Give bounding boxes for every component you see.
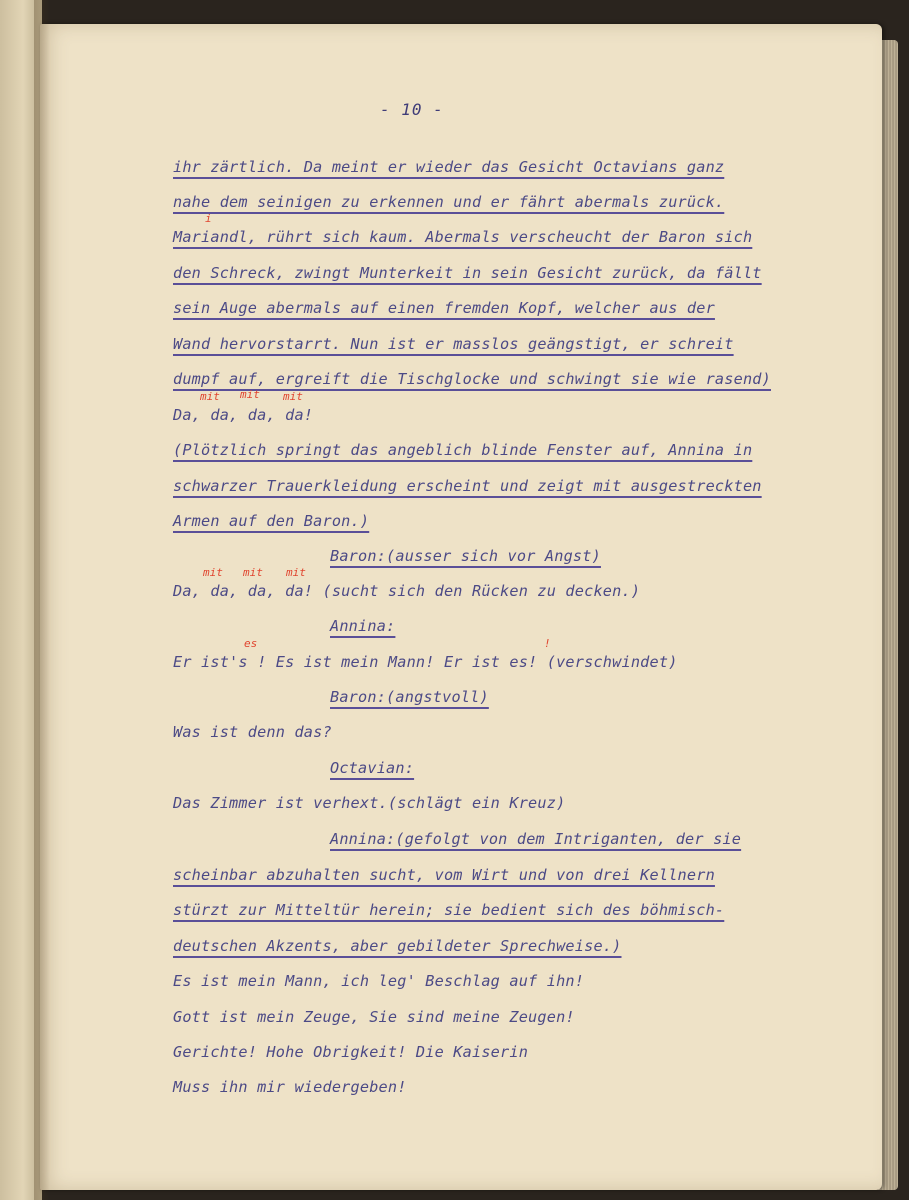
- stage-direction-line: schwarzer Trauerkleidung erscheint und zeigt mit ausgestreckten: [173, 477, 762, 495]
- stage-direction-line: deutschen Akzents, aber gebildeter Sprechweise.): [173, 937, 622, 955]
- dialogue-line: Da, da, da, da! (sucht sich den Rücken zu decken.): [173, 582, 641, 600]
- text-line: Mariandl, rührt sich kaum. Abermals verscheucht der Baron sich: [173, 228, 753, 246]
- text-line: dumpf auf, ergreift die Tischglocke und schwingt sie wie rasend): [173, 370, 771, 388]
- text-line: Da, da, da, da!: [173, 406, 314, 424]
- stage-direction-line: Armen auf den Baron.): [173, 512, 370, 530]
- dialogue-line: Gerichte! Hohe Obrigkeit! Die Kaiserin: [173, 1043, 529, 1061]
- correction-mark: mit: [200, 390, 220, 403]
- dialogue-line: Er ist's ! Es ist mein Mann! Er ist es! (verschwindet): [173, 653, 678, 671]
- speaker-heading: Octavian:: [330, 759, 415, 777]
- dialogue-line: Das Zimmer ist verhext.(schlägt ein Kreuz): [173, 794, 566, 812]
- stage-direction-line: (Plötzlich springt das angeblich blinde Fenster auf, Annina in: [173, 441, 753, 459]
- correction-mark: mit: [240, 388, 260, 401]
- dialogue-line: Es ist mein Mann, ich leg' Beschlag auf ihn!: [173, 972, 585, 990]
- correction-mark: mit: [283, 390, 303, 403]
- text-line: den Schreck, zwingt Munterkeit in sein Gesicht zurück, da fällt: [173, 264, 762, 282]
- book-gutter: [34, 0, 50, 1200]
- stage-direction-line: stürzt zur Mitteltür herein; sie bedient sich des böhmisch-: [173, 901, 725, 919]
- speaker-heading: Baron:(ausser sich vor Angst): [330, 547, 601, 565]
- page-number: - 10 -: [380, 100, 444, 119]
- text-line: Wand hervorstarrt. Nun ist er masslos geängstigt, er schreit: [173, 335, 734, 353]
- correction-mark: mit: [286, 566, 306, 579]
- text-line: nahe dem seinigen zu erkennen und er fährt abermals zurück.: [173, 193, 725, 211]
- text-line: ihr zärtlich. Da meint er wieder das Gesicht Octavians ganz: [173, 158, 725, 176]
- correction-mark: mit: [243, 566, 263, 579]
- speaker-heading: Annina:: [330, 617, 396, 635]
- speaker-heading: Baron:(angstvoll): [330, 688, 489, 706]
- correction-mark: i: [205, 212, 212, 225]
- dialogue-line: Muss ihn mir wiedergeben!: [173, 1078, 407, 1096]
- correction-mark: es: [244, 637, 258, 650]
- speaker-heading: Annina:(gefolgt von dem Intriganten, der sie: [330, 830, 742, 848]
- dialogue-line: Gott ist mein Zeuge, Sie sind meine Zeugen!: [173, 1008, 575, 1026]
- dialogue-line: Was ist denn das?: [173, 723, 332, 741]
- correction-mark: !: [544, 637, 551, 650]
- text-line: sein Auge abermals auf einen fremden Kopf, welcher aus der: [173, 299, 715, 317]
- stage-direction-line: scheinbar abzuhalten sucht, vom Wirt und von drei Kellnern: [173, 866, 715, 884]
- correction-mark: mit: [203, 566, 223, 579]
